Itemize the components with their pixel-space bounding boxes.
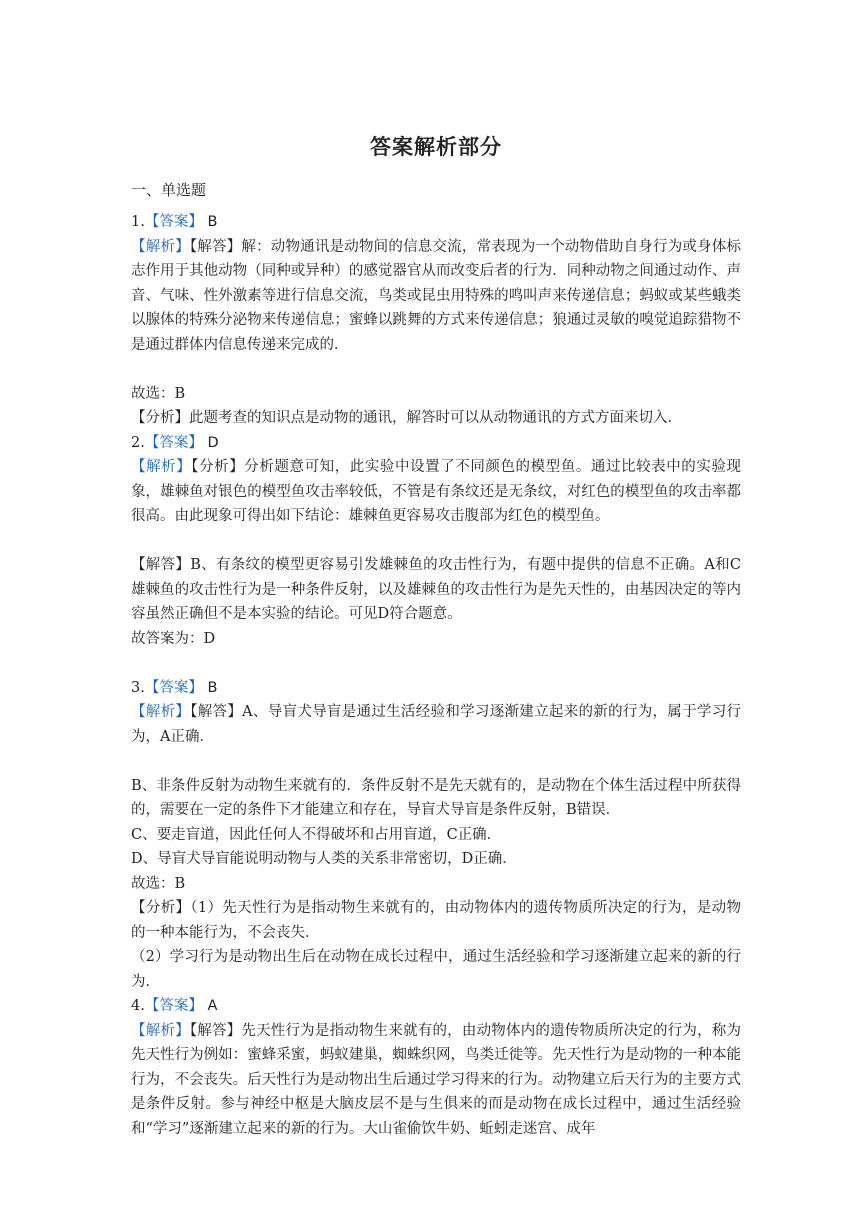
- q2-jiexi-text: 【分析】分析题意可知，此实验中设置了不同颜色的模型鱼。通过比较表中的实验现象，雄棘鱼对银色的模型鱼攻击率较低，不管是有条纹还是无条纹，对红色的模型鱼的攻击率都很高。由此现象可得出如下结论：雄棘鱼更容易攻击腹部为红色的模型鱼。: [131, 459, 742, 524]
- q3-option-d: D、导盲犬导盲能说明动物与人类的关系非常密切，D正确．: [131, 851, 517, 867]
- q2-solution: 【解答】B、有条纹的模型更容易引发雄棘鱼的攻击性行为，有题中提供的信息不正确。A和C雄棘鱼的攻击性行为是一种条件反射，以及雄棘鱼的攻击性行为是先天性的，由基因决定的等内容虽然正确但不是本实验的结论。可见D符合题意。: [131, 557, 741, 622]
- q4-explanation: [131, 1019, 741, 1142]
- q2-jiexi-tag: 【解析】: [131, 459, 192, 475]
- q4-jiexi-text: 【解答】先天性行为是指动物生来就有的，由动物体内的遗传物质所决定的行为，称为先天性行为例如：蜜蜂采蜜，蚂蚁建巢，蜘蛛织网，鸟类迁徙等。先天性行为是动物的一种本能行为，不会丧失。后天性行为是动物出生后通过学习得来的行为。动物建立后天行为的主要方式是条件反射。参与神经中枢是大脑皮层不是与生俱来的而是动物在成长过程中，通过生活经验和“学习”逐渐建立起来的新的行为。大山雀偷饮牛奶、蚯蚓走迷宫、成年: [131, 1022, 742, 1137]
- q1-jiexi-text: 【解答】解：动物通讯是动物间的信息交流，常表现为一个动物借助自身行为或身体标志作用于其他动物（同种或异种）的感觉器官从而改变后者的行为．同种动物之间通过动作、声音、气味、性外激素等进行信息交流，鸟类或昆虫用特殊的鸣叫声来传递信息；蚂蚁或某些蛾类以腺体的特殊分泌物来传递信息；蜜蜂以跳舞的方式来传递信息；狼通过灵敏的嗅觉追踪猎物不是通过群体内信息传递来完成的．: [131, 238, 742, 353]
- q3-analysis-2: （2）学习行为是动物出生后在动物在成长过程中，通过生活经验和学习逐渐建立起来的新的行为．: [131, 949, 741, 990]
- q4-answer: A: [202, 998, 218, 1014]
- q1-analysis: 【分析】此题考查的知识点是动物的通讯，解答时可以从动物通讯的方式方面来切入．: [131, 410, 682, 426]
- q3-answer-tag: 【答案】: [144, 679, 203, 696]
- page-title: 答案解析部分: [370, 134, 502, 159]
- q2-answer: D: [202, 434, 219, 451]
- q1-choice: 故选：B: [131, 385, 186, 402]
- q2-answer-tag: 【答案】: [144, 434, 203, 451]
- q3-answer-line: [131, 676, 741, 701]
- answer-page: [131, 130, 741, 1141]
- q1-answer-line: [131, 210, 741, 235]
- section-heading: 一、单选题: [131, 181, 207, 199]
- q1-answer: B: [202, 214, 218, 230]
- q3-analysis-1: 【分析】（1）先天性行为是指动物生来就有的，由动物体内的遗传物质所决定的行为，是动物的一种本能行为，不会丧失．: [131, 900, 741, 941]
- q3-explanation: [131, 700, 741, 749]
- q2-number: 2.: [131, 434, 145, 451]
- q2-explanation: [131, 455, 741, 529]
- q2-choice: 故答案为：D: [131, 630, 216, 647]
- q1-answer-tag: 【答案】: [144, 214, 203, 230]
- q3-jiexi-tag: 【解析】: [131, 704, 191, 720]
- q3-option-c: C、要走盲道，因此任何人不得破坏和占用盲道，C正确．: [131, 826, 502, 843]
- q1-explanation: [131, 235, 741, 358]
- q3-number: 3.: [131, 679, 145, 696]
- q1-number: 1.: [131, 214, 145, 230]
- q4-answer-tag: 【答案】: [144, 998, 203, 1014]
- q3-answer: B: [202, 679, 218, 696]
- q3-choice: 故选：B: [131, 875, 186, 892]
- q2-answer-line: [131, 431, 741, 456]
- q3-option-b: B、非条件反射为动物生来就有的．条件反射不是先天就有的，是动物在个体生活过程中所获得的，需要在一定的条件下才能建立和存在，导盲犬导盲是条件反射，B错误．: [131, 777, 741, 818]
- q4-jiexi-tag: 【解析】: [131, 1022, 190, 1039]
- q1-jiexi-tag: 【解析】: [131, 238, 190, 255]
- q3-jiexi-text: 【解答】A、导盲犬导盲是通过生活经验和学习逐渐建立起来的新的行为，属于学习行为，A正确．: [131, 704, 742, 745]
- q4-answer-line: [131, 994, 741, 1019]
- q4-number: 4.: [131, 998, 145, 1014]
